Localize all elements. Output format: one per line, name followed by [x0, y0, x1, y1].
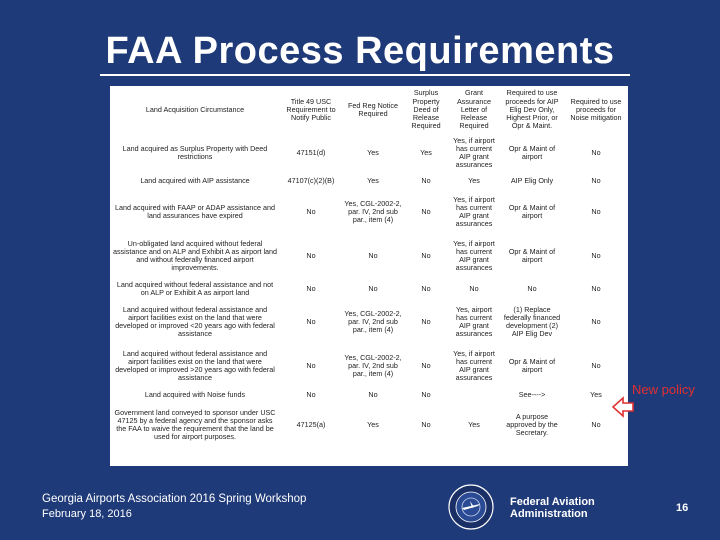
title-underline	[100, 74, 630, 76]
table-cell: A purpose approved by the Secretary.	[506, 411, 558, 438]
table-cell: Government land conveyed to sponsor under USC 47125 by a federal agency and the sponsor asks the FAA to waive the requirement that the land be used for airport purposes.	[114, 407, 276, 442]
table-cell: No	[421, 250, 431, 260]
table-row	[110, 300, 628, 344]
table-cell	[448, 388, 500, 402]
table-cell: Opr & Maint of airport	[508, 202, 556, 220]
table-cell: Land acquired with FAAP or ADAP assistance and land assurances have expired	[115, 202, 275, 220]
footer-date: February 18, 2016	[42, 508, 132, 520]
table-cell: Yes	[590, 389, 602, 399]
table-row	[110, 388, 628, 402]
table-cell: No	[591, 316, 601, 326]
table-header-row	[110, 86, 628, 134]
agency-name-line2: Administration	[510, 508, 588, 520]
table-cell: No	[421, 389, 431, 399]
table-cell: See---->	[518, 389, 546, 399]
table-cell: No	[306, 206, 316, 216]
table-cell: AIP Elig Only	[510, 175, 554, 185]
table-row	[110, 278, 628, 300]
page-number: 16	[676, 502, 689, 514]
table-cell: No	[469, 283, 479, 293]
table-cell: No	[421, 360, 431, 370]
table-cell: Yes	[468, 175, 480, 185]
table-cell: No	[591, 360, 601, 370]
table-cell: Land acquired with Noise funds	[144, 389, 246, 399]
table-cell: Yes, CGL-2002-2, par. IV, 2nd sub par., item (4)	[344, 308, 402, 335]
header-fed-reg: Fed Reg Notice Required	[348, 100, 398, 118]
table-cell: No	[368, 283, 378, 293]
table-cell: No	[368, 389, 378, 399]
table-cell: No	[368, 250, 378, 260]
table-row	[110, 190, 628, 234]
requirements-table-panel	[110, 86, 628, 466]
table-cell: No	[421, 419, 431, 429]
table-cell: No	[421, 283, 431, 293]
table-cell: Opr & Maint of airport	[508, 246, 556, 264]
table-row	[110, 134, 628, 172]
table-cell: Yes	[420, 147, 432, 157]
table-cell: No	[591, 147, 601, 157]
table-cell: 47107(c)(2)(B)	[287, 175, 335, 185]
table-cell: Land acquired without federal assistance and airport facilities exist on the land that were developed or improved <20 years ago with federal assistance	[115, 304, 275, 339]
table-row	[110, 402, 628, 448]
table-cell: Opr & Maint of airport	[508, 356, 556, 374]
table-cell: 47151(d)	[296, 147, 326, 157]
table-cell: Land acquired without federal assistance and not on ALP or Exhibit A as airport land	[116, 279, 274, 297]
footer-event: Georgia Airports Association 2016 Spring Workshop	[42, 493, 307, 505]
table-cell: Yes, airport has current AIP grant assurances	[455, 304, 493, 339]
left-arrow-icon	[612, 396, 634, 418]
header-grant-letter: Grant Assurance Letter of Release Required	[457, 88, 491, 131]
table-cell: No	[591, 283, 601, 293]
header-proceeds-noise: Required to use proceeds for Noise mitigation	[570, 96, 622, 123]
table-cell: No	[306, 360, 316, 370]
agency-name	[510, 496, 595, 520]
table-cell: Yes	[367, 147, 379, 157]
table-cell: No	[421, 316, 431, 326]
table-cell: Land acquired without federal assistance and airport facilities exist on the land that were developed or improved >20 years ago with federal assistance	[115, 348, 275, 383]
table-cell: Yes, if airport has current AIP grant assurances	[453, 135, 495, 170]
table-cell: No	[306, 250, 316, 260]
table-row	[110, 344, 628, 388]
table-cell: No	[591, 175, 601, 185]
table-cell: No	[591, 419, 601, 429]
header-notify-public: Title 49 USC Requirement to Notify Public	[286, 96, 336, 123]
table-cell: No	[421, 175, 431, 185]
table-cell: Yes, if airport has current AIP grant assurances	[453, 238, 495, 273]
table-cell: 47125(a)	[296, 419, 326, 429]
table-cell: No	[591, 250, 601, 260]
table-cell: No	[306, 316, 316, 326]
agency-name-line1: Federal Aviation	[510, 496, 595, 508]
table-cell: No	[421, 206, 431, 216]
table-cell: Opr & Maint of airport	[508, 143, 556, 161]
table-cell: Yes, CGL-2002-2, par. IV, 2nd sub par., item (4)	[344, 352, 402, 379]
table-cell: No	[591, 206, 601, 216]
table-cell: Land acquired with AIP assistance	[140, 175, 250, 185]
table-row	[110, 172, 628, 190]
table-cell: No	[527, 283, 537, 293]
table-cell: (1) Replace federally financed development (2) AIP Elig Dev	[503, 304, 561, 339]
table-row	[110, 234, 628, 278]
table-cell: No	[306, 283, 316, 293]
faa-seal-icon	[448, 484, 494, 530]
new-policy-callout: New policy	[632, 382, 695, 397]
table-cell: Yes, if airport has current AIP grant assurances	[453, 194, 495, 229]
table-cell: Yes	[367, 175, 379, 185]
header-surplus-deed: Surplus Property Deed of Release Required	[411, 88, 441, 131]
table-cell: Yes, if airport has current AIP grant assurances	[453, 348, 495, 383]
header-proceeds-aip: Required to use proceeds for AIP Elig Dev Only, Highest Prior, or Opr & Maint.	[505, 88, 559, 131]
table-cell: Yes, CGL-2002-2, par. IV, 2nd sub par., item (4)	[344, 198, 402, 225]
header-circumstance: Land Acquisition Circumstance	[145, 104, 245, 114]
slide-title: FAA Process Requirements	[105, 30, 615, 72]
table-cell: No	[306, 389, 316, 399]
table-cell: Un-obligated land acquired without federal assistance and on ALP and Exhibit A as airport land and without federally financed airport improvements.	[112, 238, 278, 273]
table-cell: Land acquired as Surplus Property with Deed restrictions	[122, 143, 268, 161]
table-cell: Yes	[468, 419, 480, 429]
requirements-table	[110, 86, 628, 448]
table-cell: Yes	[367, 419, 379, 429]
